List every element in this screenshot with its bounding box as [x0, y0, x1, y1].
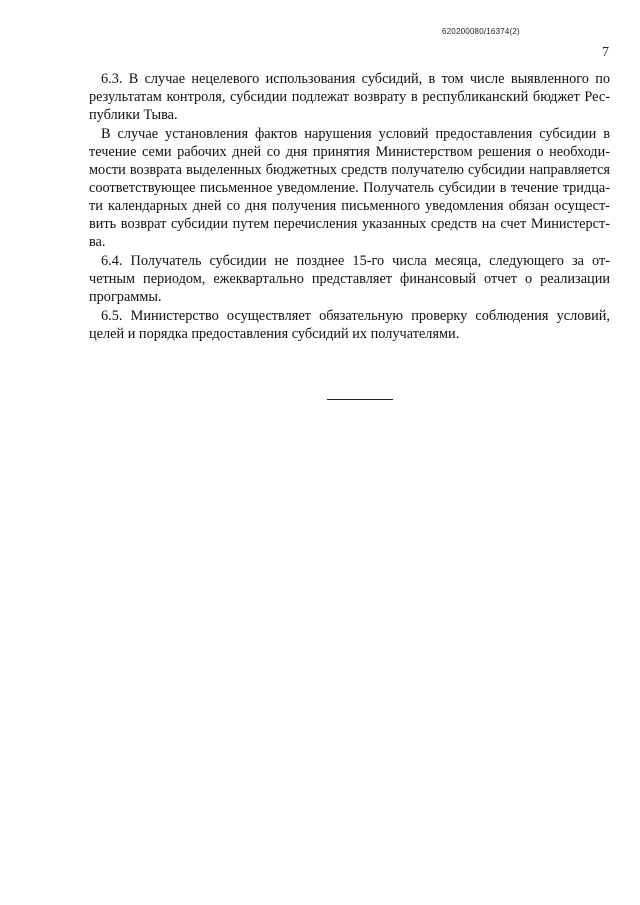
text-line: 6.4. Получатель субсидии не позднее 15-го числа месяца, следующего за от- [101, 253, 610, 269]
text-line: соответствующее письменное уведомление. Получатель субсидии в течение тридца- [89, 180, 610, 196]
text-line: программы. [89, 289, 162, 305]
end-of-document-rule [327, 399, 393, 400]
text-line: ва. [89, 234, 106, 250]
text-line: 6.3. В случае нецелевого использования субсидий, в том числе выявленного по [101, 71, 610, 87]
text-line: В случае установления фактов нарушения условий предоставления субсидии в [101, 126, 610, 142]
paragraph-violation-return [89, 125, 610, 251]
text-line: течение семи рабочих дней со дня принятия Министерством решения о необходи- [89, 144, 610, 160]
text-line: ти календарных дней со дня получения письменного уведомления обязан осущест- [89, 198, 610, 214]
paragraph-6-4 [89, 252, 610, 306]
text-line: мости возврата выделенных бюджетных средств получателю субсидии направляется [89, 162, 610, 178]
text-line: целей и порядка предоставления субсидий их получателями. [89, 326, 460, 342]
text-line: публики Тыва. [89, 107, 178, 123]
page-number: 7 [602, 45, 609, 60]
paragraph-6-3 [89, 70, 610, 124]
text-line: результатам контроля, субсидии подлежат возврату в республиканский бюджет Рес- [89, 89, 610, 105]
document-body [89, 70, 610, 343]
text-line: вить возврат субсидии путем перечисления указанных средств на счет Министерст- [89, 216, 610, 232]
text-line: 6.5. Министерство осуществляет обязательную проверку соблюдения условий, [101, 308, 610, 324]
paragraph-6-5 [89, 307, 610, 343]
document-code: 620200080/16374(2) [442, 27, 520, 36]
text-line: четным периодом, ежеквартально представляет финансовый отчет о реализации [89, 271, 610, 287]
